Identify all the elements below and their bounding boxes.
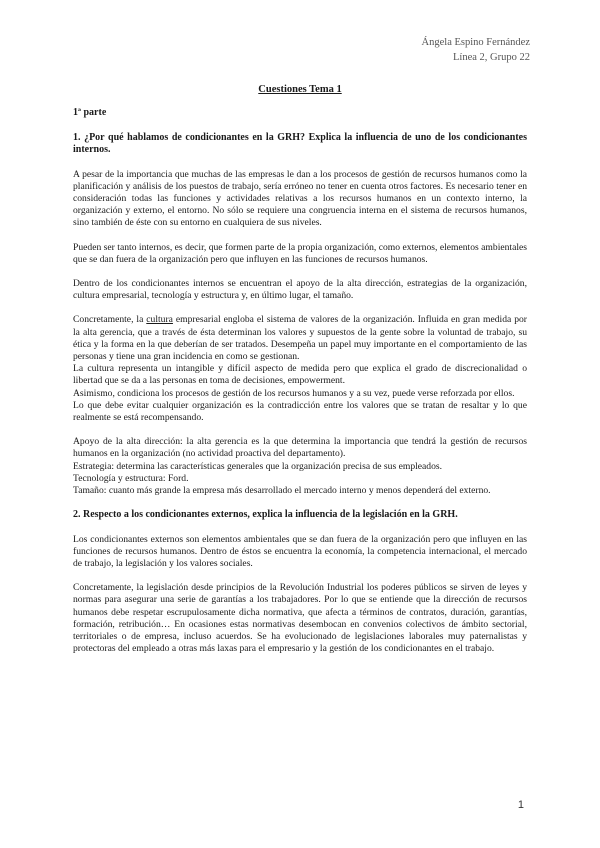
author-block [422,35,530,65]
question-1-heading: 1. ¿Por qué hablamos de condicionantes en la GRH? Explica la influencia de uno de los condicionantes internos. [73,131,527,155]
q1-line-2: Estrategia: determina las características generales que la organización precisa de sus empleados. [73,460,443,472]
question-2-heading: 2. Respecto a los condicionantes externos, explica la influencia de la legislación en la GRH. [73,509,458,521]
q1-paragraph-7: Lo que debe evitar cualquier organización es la contradicción entre los valores que se tratan de resaltar y lo que realmente se está recompensando. [73,399,527,423]
q1-line-4: Tamaño: cuanto más grande la empresa más desarrollado el mercado interno y menos dependerá del externo. [73,484,491,496]
q2-paragraph-2: Concretamente, la legislación desde principios de la Revolución Industrial los poderes públicos se sirven de leyes y normas para asegurar una serie de garantías a los trabajadores. Por lo que se entiende que la dirección de recursos humanos debe respetar escrupulosamente dicha normativa, que afecta a términos de contratos, duración, garantías, formación, retribución… En ocasiones estas normativas desembocan en convenios colectivos de ámbito sectorial, territoriales o de empresa, incluso acuerdos. Se ha evolucionado de legislaciones laborales muy paternalistas y protectoras del empleado a otras más laxas para el empresario y la gestión de los condicionantes en el trabajo. [73,582,527,655]
q1-paragraph-5: La cultura representa un intangible y difícil aspecto de medida pero que explica el grado de discrecionalidad o libertad que se da a las personas en toma de decisiones, empowerment. [73,363,527,387]
author-group: Línea 2, Grupo 22 [453,52,530,63]
document-body [73,107,527,656]
q1-paragraph-2: Pueden ser tanto internos, es decir, que formen parte de la propia organización, como externos, elementos ambientales que se dan fuera de la organización pero que influyen en las funciones de recursos humanos. [73,241,527,265]
q1-paragraph-4 [73,314,527,363]
q1-paragraph-6: Asimismo, condiciona los procesos de gestión de los recursos humanos y a su vez, puede verse reforzada por ellos. [73,387,515,399]
page-title: Cuestiones Tema 1 [258,84,342,95]
page-number: 1 [517,799,524,811]
q1-p4-underlined: cultura [146,314,173,326]
q1-paragraph-1: A pesar de la importancia que muchas de las empresas le dan a los procesos de gestión de recursos humanos como la planificación y análisis de los puestos de trabajo, sería erróneo no tener en cuenta otros factores. Es necesario tener en consideración todas las funciones y actividades relativas a los recursos humanos en un contexto interno, la organización y externo, el entorno. No sólo se requiere una congruencia interna en el sistema de recursos humanos, sino también de éste con su entorno en cualquiera de sus niveles. [73,168,527,229]
author-name: Ángela Espino Fernández [421,37,530,48]
q1-line-3: Tecnología y estructura: Ford. [73,472,189,484]
q1-line-1: Apoyo de la alta dirección: la alta gerencia es la que determina la importancia que tendrá la gestión de recursos humanos en la organización (no actividad proactiva del departamento). [73,436,527,460]
part-heading: 1ª parte [73,107,107,118]
q1-paragraph-3: Dentro de los condicionantes internos se encuentran el apoyo de la alta dirección, estrategias de la organización, cultura empresarial, tecnología y estructura y, en último lugar, el tamaño. [73,277,527,302]
q1-p4-pre: Concretamente, la [73,314,147,326]
q1-p4-post: empresarial engloba el sistema de valores de la organización. Influida en gran medida por la alta gerencia, que a través de ésta determinan los valores y supuestos de la gente sobre la voluntad de trabajo, su ética y la forma en la que deberían de ser tratados. Desempeña un papel muy importante en el comportamiento de las personas y tiene una gran incidencia en como se gestionan. [73,314,528,362]
q2-paragraph-1: Los condicionantes externos son elementos ambientales que se dan fuera de la organización pero que influyen en las funciones de recursos humanos. Dentro de éstos se encuentra la economía, la competencia internacional, el mercado de trabajo, la legislación y los valores sociales. [73,533,527,570]
